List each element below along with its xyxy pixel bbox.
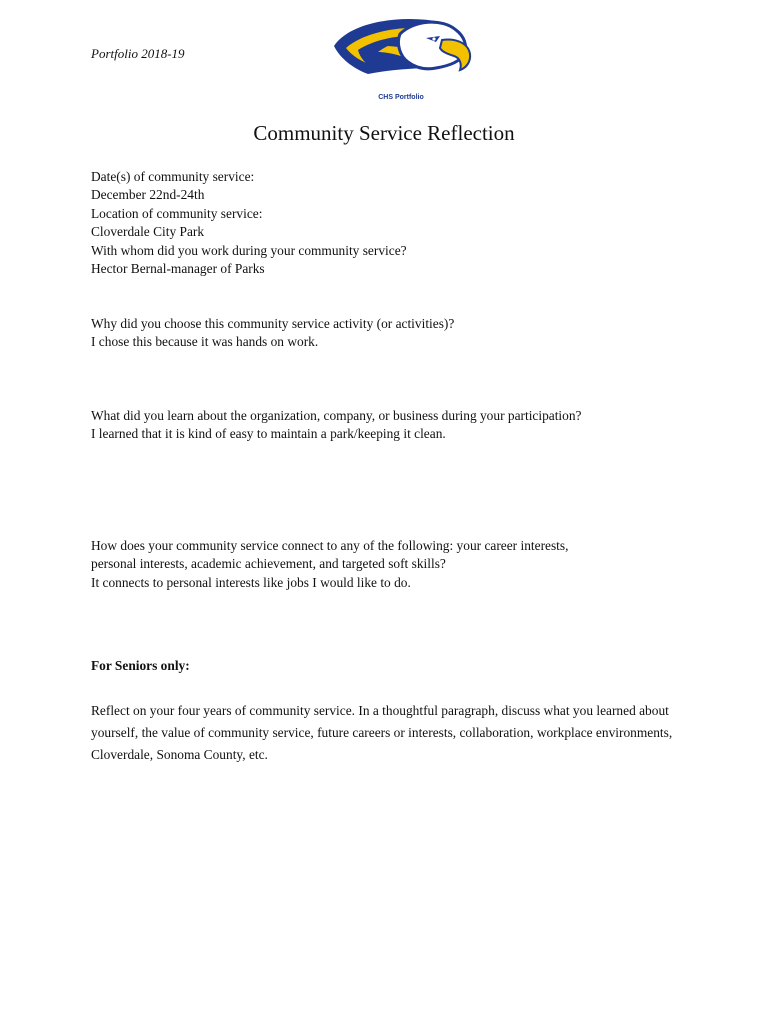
connect-question-line2: personal interests, academic achievement, and targeted soft skills? <box>91 556 446 572</box>
why-section <box>91 315 688 352</box>
seniors-prompt: Reflect on your four years of community service. In a thoughtful paragraph, discuss what you learned about yourself, the value of community service, future careers or interests, collaboration, workplace environments, Cloverdale, Sonoma County, etc. <box>91 703 673 762</box>
location-label: Location of community service: <box>91 205 263 221</box>
location-value: Cloverdale City Park <box>91 224 205 240</box>
logo-caption: CHS Portfolio <box>378 94 424 101</box>
learn-answer: I learned that it is kind of easy to maintain a park/keeping it clean. <box>91 426 446 442</box>
connect-answer: It connects to personal interests like jobs I would like to do. <box>91 574 411 590</box>
dates-label: Date(s) of community service: <box>91 169 255 184</box>
seniors-heading: For Seniors only: <box>91 658 190 673</box>
whom-value: Hector Bernal-manager of Parks <box>91 261 265 277</box>
page-title: Community Service Reflection <box>253 121 515 145</box>
why-answer: I chose this because it was hands on work. <box>91 334 319 350</box>
why-question: Why did you choose this community service activity (or activities)? <box>91 316 455 331</box>
connect-section <box>91 537 688 592</box>
learn-question: What did you learn about the organization, company, or business during your participation? <box>91 408 582 423</box>
dates-value: December 22nd-24th <box>91 187 205 203</box>
school-logo <box>330 12 472 112</box>
whom-label: With whom did you work during your community service? <box>91 242 407 258</box>
learn-section <box>91 407 688 444</box>
portfolio-label: Portfolio 2018-19 <box>91 46 185 61</box>
eagle-head-icon <box>330 12 472 92</box>
service-details <box>91 168 688 278</box>
connect-question-line1: How does your community service connect to any of the following: your career interests, <box>91 538 569 553</box>
